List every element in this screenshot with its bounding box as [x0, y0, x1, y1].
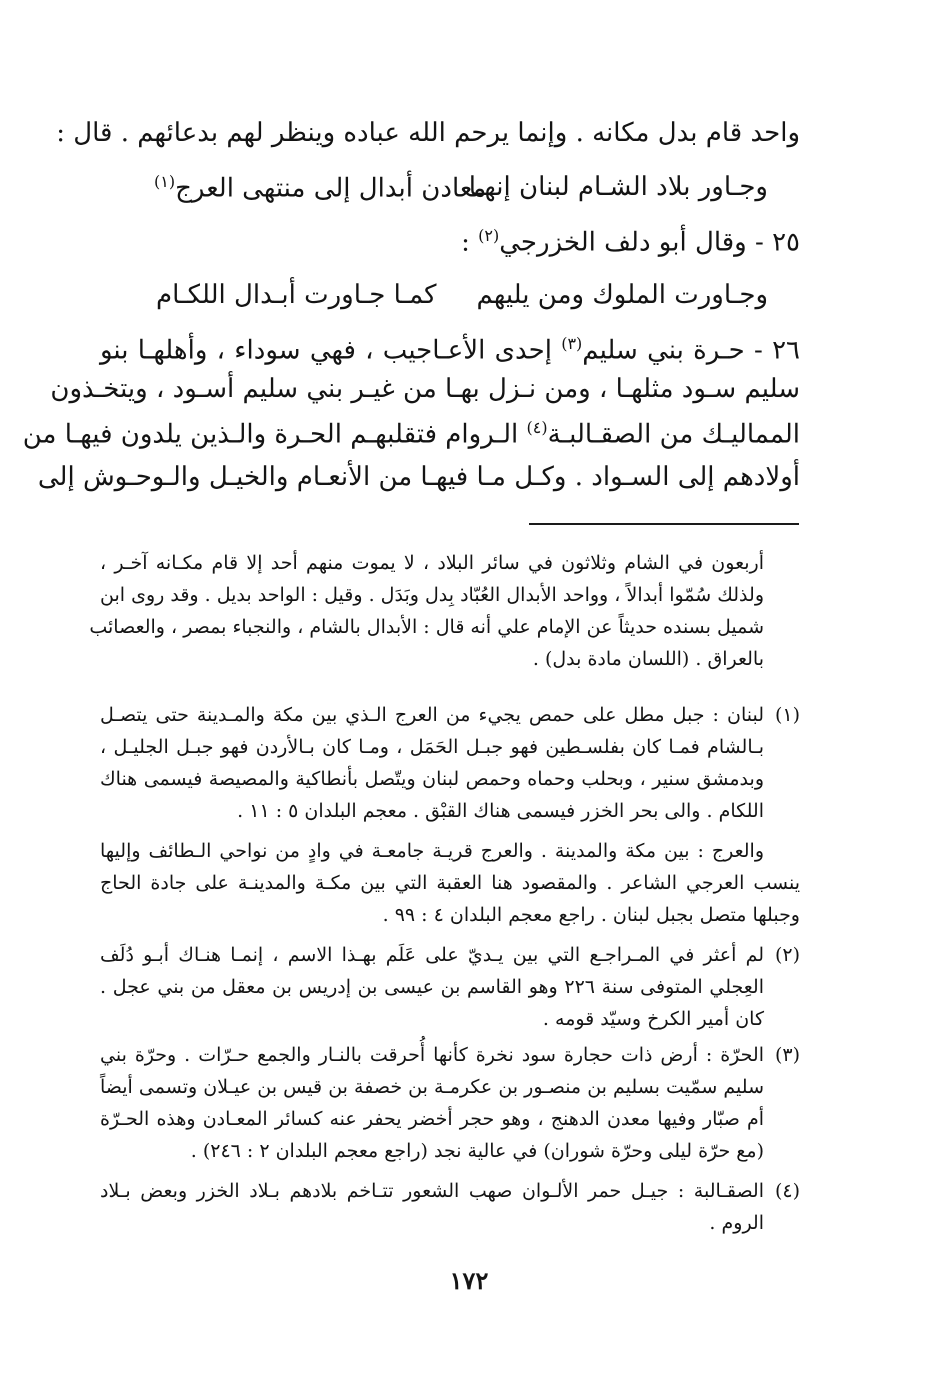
footnote-3-line-2: سليم سمّيت بسليم بن منصـور بن عكرمـة بن خصفة بن قيس بن عيـلان وتسمى أيضاً: [100, 1076, 764, 1098]
footnote-separator: [529, 523, 799, 525]
verse-1-hemistich-1: وجـاور بلاد الشـام لبنان إنهـا: [468, 172, 768, 202]
footnote-2-line-2: العِجلي المتوفى سنة ٢٢٦ وهو القاسم بن عيسى بن إدريس بن معقل من بني عجل .: [100, 976, 764, 998]
paragraph-26-line-2: سليم سـود مثلهـا ، ومن نـزل بهـا من غيـر بني سليم أسـود ، ويتخـذون: [50, 374, 800, 404]
verse-1-hemistich-2-text: معادن أبدال إلى منتهى العرج: [175, 173, 487, 204]
paragraph-26-line-1-end: إحدى الأعـاجيب ، فهي سوداء ، وأهلهـا بنو: [100, 335, 562, 366]
paragraph-26-line-3-end: الـروام فتقلبهـم الحـرة والـذين يلدون فيهـا من: [22, 419, 527, 450]
paragraph-25: [100, 226, 800, 258]
footnote-continuation-line-2: ولذلك سُمّوا أبدالاً ، وواحد الأبدال العُبّاد بِدل وبَدَل . وقيل : الواحد بديل . وقد روى ابن: [100, 584, 764, 606]
footnote-1-sub-line-2: ينسب العرجي الشاعر . والمقصود هنا العقبة التي بين مكـة والمدينـة على جادة الحاج: [100, 872, 800, 894]
footnote-continuation-line-4: بالعراق . (اللسان مادة بدل) .: [532, 648, 764, 670]
paragraph-26-line-4: أولادهم إلى السـواد . وكـل مـا فيهـا من الأنعـام والخيـل والـوحـوش إلى: [37, 462, 800, 492]
footnote-4-line-2: الروم .: [709, 1212, 764, 1234]
footnote-2-line-3: كان أمير الكرخ وسيّد قومه .: [542, 1008, 764, 1030]
paragraph-26-line-3-start: المماليـك من الصقـالبـة: [547, 419, 800, 450]
footnote-continuation-line-3: شميل بسنده حديثاً عن الإمام علي أنه قال : الأبدال بالشام ، والنجباء بمصر ، والعصائب: [89, 616, 764, 638]
main-line-1: واحد قام بدل مكانه . وإنما يرحم الله عباده وينظر لهم بدعائهم . قال :: [56, 118, 800, 148]
footnote-2-line-1: لم أعثر في المـراجـع التي بين يـديّ على عَلَم بهـذا الاسم ، إنمـا هنـاك أبـو دُلَف: [100, 944, 764, 966]
verse-2-hemistich-1: وجـاورت الملوك ومن يليهم: [476, 280, 768, 310]
paragraph-25-tail: :: [461, 227, 479, 258]
footnote-3-marker: (٣): [774, 1044, 800, 1066]
footnote-continuation-line-1: أربعون في الشام وثلاثون في سائر البلاد ، لا يموت منهم أحد إلا قام مكـانه آخـر ،: [100, 552, 764, 574]
paragraph-25-text: ٢٥ - وقال أبو دلف الخزرجي: [499, 227, 800, 258]
footnote-3-line-4: (مع حرّة ليلى وحرّة شوران) في عالية نجد (راجع معجم البلدان ٢ : ٢٤٦) .: [190, 1140, 764, 1162]
footnote-1-sub-line-1: والعرج : بين مكة والمدينة . والعرج قريـة جامعـة في وادٍ من نواحي الـطائف وإليها: [100, 840, 764, 862]
footnote-1-sub-line-3: وجبلها متصل بجبل لبنان . راجع معجم البلدان ٤ : ٩٩ .: [382, 904, 800, 926]
footnote-4-line-1: الصقـالبة : جيـل حمر الألـوان صهب الشعور تتـاخم بلادهم بـلاد الخزر وبعض بـلاد: [100, 1180, 764, 1202]
paragraph-26-line-1: [100, 334, 800, 366]
footnote-1-marker: (١): [774, 704, 800, 726]
footnote-1-line-3: وبدمشق سنير ، وبحلب وحماه وحمص لبنان ويتّصل بأنطاكية والمصيصة فيسمى هناك: [100, 768, 764, 790]
paragraph-26-start: ٢٦ - حـرة بني سليم: [582, 335, 800, 366]
footnote-ref-1[interactable]: (١): [154, 172, 176, 191]
paragraph-26-line-3: [22, 418, 800, 450]
footnote-3-line-3: أم صبّار وفيها معدن الدهنج ، وهو حجر أخضر يحفر عنه كسائر المعـادن وهذه الحـرّة: [100, 1108, 764, 1130]
footnote-ref-4[interactable]: (٤): [526, 418, 548, 437]
footnote-1-line-4: اللكام . والى بحر الخزر فيسمى هناك القبْق . معجم البلدان ٥ : ١١ .: [237, 800, 764, 822]
page-number: ١٧٢: [449, 1266, 489, 1295]
footnote-ref-3[interactable]: (٣): [561, 334, 583, 353]
footnote-3-line-1: الحرّة : أرض ذات حجارة سود نخرة كأنها أُحرقت بالنـار والجمع حـرّات . وحرّة بني: [100, 1044, 764, 1066]
footnote-ref-2[interactable]: (٢): [478, 226, 500, 245]
footnote-1-line-1: لبنان : جبل مطل على حمص يجيء من العرج الـذي بين مكة والمـدينة حتى يتصـل: [100, 704, 764, 726]
footnote-4-marker: (٤): [774, 1180, 800, 1202]
verse-2: [100, 280, 800, 314]
footnote-1-line-2: بـالشام فمـا كان بفلسـطين فهو جبـل الحَمَل ، ومـا كان بـالأردن فهو جبـل الجليـل ،: [100, 736, 764, 758]
verse-1: [100, 172, 800, 206]
footnote-2-marker: (٢): [774, 944, 800, 966]
verse-2-hemistich-2: كمـا جـاورت أبـدال اللكـام: [156, 280, 437, 310]
verse-1-hemistich-2: [154, 172, 486, 204]
